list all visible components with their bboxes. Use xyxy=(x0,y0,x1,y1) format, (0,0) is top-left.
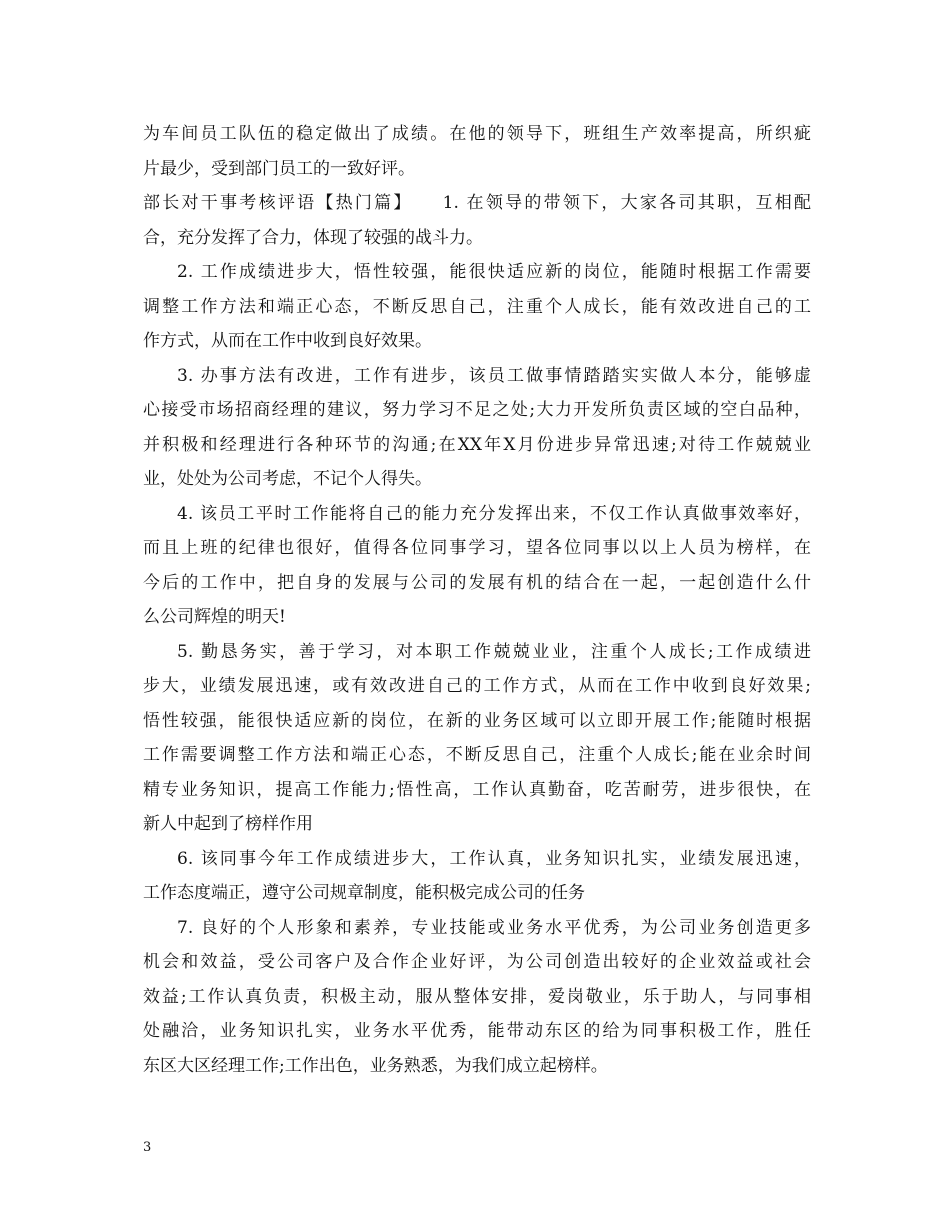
text-line: 工作态度端正，遵守公司规章制度，能积极完成公司的任务 xyxy=(143,883,585,903)
page-number: 3 xyxy=(143,1140,152,1155)
paragraph-start-6: 6. 该同事今年工作成绩进步大，工作认真，业务知识扎实，业绩发展迅速， xyxy=(177,848,811,869)
text-line: 合，充分发挥了合力，体现了较强的战斗力。 xyxy=(143,227,483,248)
text-line: 作方式，从而在工作中收到良好效果。 xyxy=(143,331,432,351)
text-line: 业，处处为公司考虑，不记个人得失。 xyxy=(143,469,432,489)
document-body xyxy=(143,117,811,1083)
text-line: 工作需要调整工作方法和端正心态，不断反思自己，注重个人成长;能在业余时间 xyxy=(143,745,811,765)
text-line: 处融洽，业务知识扎实，业务水平优秀，能带动东区的给为同事积极工作，胜任 xyxy=(143,1021,811,1041)
text-line: 悟性较强，能很快适应新的岗位，在新的业务区域可以立即开展工作;能随时根据 xyxy=(143,710,811,731)
paragraph-start-2: 2. 工作成绩进步大，悟性较强，能很快适应新的岗位，能随时根据工作需要 xyxy=(177,262,811,282)
text-line: 而且上班的纪律也很好，值得各位同事学习，望各位同事以以上人员为榜样，在 xyxy=(143,538,811,558)
text-line: 精专业务知识，提高工作能力;悟性高，工作认真勤奋，吃苦耐劳，进步很快，在 xyxy=(143,779,811,800)
text-line: 么公司辉煌的明天! xyxy=(143,607,286,627)
paragraph-start-5: 5. 勤恳务实，善于学习，对本职工作兢兢业业，注重个人成长;工作成绩进 xyxy=(177,641,811,662)
paragraph-start-4: 4. 该员工平时工作能将自己的能力充分发挥出来，不仅工作认真做事效率好， xyxy=(177,503,811,524)
text-line: 今后的工作中，把自身的发展与公司的发展有机的结合在一起，一起创造什么什 xyxy=(143,572,811,593)
text-line: 机会和效益，受公司客户及合作企业好评，为公司创造出较好的企业效益或社会 xyxy=(143,952,811,972)
text-line: 并积极和经理进行各种环节的沟通;在XX年X月份进步异常迅速;对待工作兢兢业 xyxy=(143,434,811,455)
text-line: 调整工作方法和端正心态，不断反思自己，注重个人成长，能有效改进自己的工 xyxy=(143,296,811,317)
text-line: 为车间员工队伍的稳定做出了成绩。在他的领导下，班组生产效率提高，所织疵 xyxy=(143,124,811,144)
text-line: 步大，业绩发展迅速，或有效改进自己的工作方式，从而在工作中收到良好效果; xyxy=(143,676,811,696)
text-line: 新人中起到了榜样作用 xyxy=(143,814,313,834)
text-line: 片最少，受到部门员工的一致好评。 xyxy=(143,158,415,179)
section-heading-line: 部长对干事考核评语【热门篇】 1. 在领导的带领下，大家各司其职，互相配 xyxy=(143,193,811,213)
paragraph-start-3: 3. 办事方法有改进，工作有进步，该员工做事情踏踏实实做人本分，能够虚 xyxy=(177,365,811,386)
text-line: 东区大区经理工作;工作出色，业务熟悉，为我们成立起榜样。 xyxy=(143,1055,608,1076)
text-line: 心接受市场招商经理的建议，努力学习不足之处;大力开发所负责区域的空白品种， xyxy=(143,400,811,420)
paragraph-start-7: 7. 良好的个人形象和素养，专业技能或业务水平优秀，为公司业务创造更多 xyxy=(177,917,811,938)
text-line: 效益;工作认真负责，积极主动，服从整体安排，爱岗敬业，乐于助人，与同事相 xyxy=(143,986,811,1007)
